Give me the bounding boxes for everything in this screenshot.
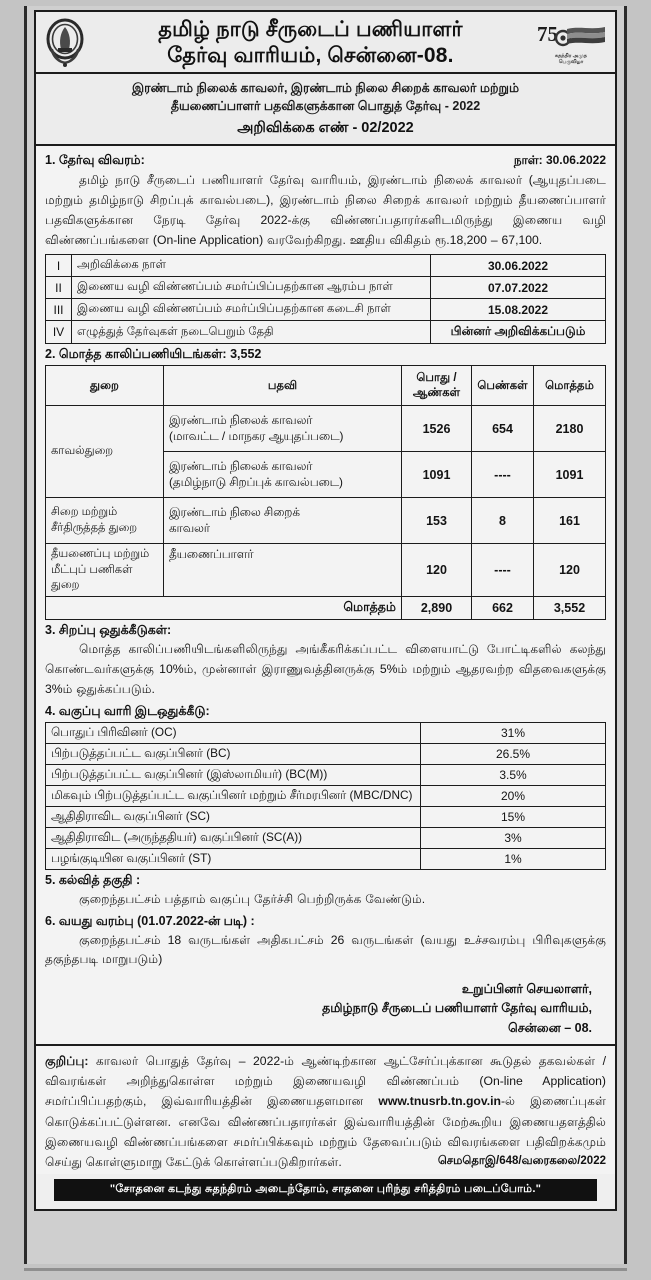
table-row	[46, 299, 606, 321]
table-row	[46, 764, 606, 785]
cell-post-line-2: (மாவட்ட / மாநகர ஆயுதப்படை)	[169, 428, 344, 443]
cell-department: காவல்துறை	[46, 406, 164, 498]
column-header-total: மொத்தம்	[534, 366, 606, 406]
date-row-sno: III	[46, 299, 72, 321]
azadi-caption	[555, 54, 587, 66]
total-women: 662	[472, 597, 534, 620]
section-3-paragraph: மொத்த காலிப்பணியிடங்களிலிருந்து அங்கீகரிக்கப்பட்ட விளையாட்டு போட்டிகளில் கலந்து கொண்டவர்களுக்கு 10%ம், முன்னாள் இராணுவத்தினருக்கு 5%ம் மற்றும் ஆதரவற்ற விதவைகளுக்கு 3%ம் ஒதுக்கப்படும்.	[45, 642, 606, 696]
signature-city: சென்னை – 08.	[508, 1020, 592, 1035]
date-row-value: பின்னர் அறிவிக்கப்படும்	[431, 321, 606, 344]
vacancy-total-row	[46, 597, 606, 620]
table-row	[46, 544, 606, 597]
signature-designation: உறுப்பினர் செயலாளர்,	[461, 982, 592, 997]
cell-post-line-1: இரண்டாம் நிலைக் காவலர்	[169, 458, 313, 473]
community-reservation-table	[45, 722, 606, 870]
cell-department	[46, 498, 164, 544]
table-row	[46, 498, 606, 544]
azadi-caption-line-1: சுதந்திர அமுத	[554, 52, 588, 59]
note-paragraph	[45, 1051, 606, 1172]
community-name: பிற்படுத்தப்பட்ட வகுப்பினர் (இஸ்லாமியர்) (BC(M))	[46, 764, 421, 785]
table-row	[46, 785, 606, 806]
table-row	[46, 406, 606, 452]
cell-department-line-1: தீயணைப்பு மற்றும்	[51, 548, 150, 561]
cell-women: 8	[472, 498, 534, 544]
table-row	[46, 255, 606, 277]
cell-general: 1091	[402, 452, 472, 498]
note-text-before-url: காவலர் பொதுத் தேர்வு – 2022-ம் ஆண்டிற்கான ஆட்சேர்ப்புக்கான கூடுதல் தகவல்கள் / விவரங்கள் அறிந்துகொள்ள மற்றும் இணையவழி விண்ணப்பம் (On-line Application) சமர்ப்பிப்பதற்கும், இவ்வாரியத்தின் இணையதளமான	[45, 1054, 606, 1109]
cell-women: ----	[472, 544, 534, 597]
cell-department-line-2: மீட்புப் பணிகள்	[51, 563, 133, 576]
bottom-rule	[24, 1268, 627, 1271]
column-header-general-line-1: பொது /	[416, 371, 457, 385]
cell-post-line-1: இரண்டாம் நிலைக் காவலர்	[169, 412, 313, 427]
website-url[interactable]: www.tnusrb.tn.gov.in	[378, 1094, 501, 1109]
total-general: 2,890	[402, 597, 472, 620]
column-header-general	[402, 366, 472, 406]
community-name: பிற்படுத்தப்பட்ட வகுப்பினர் (BC)	[46, 743, 421, 764]
note-label: குறிப்பு:	[45, 1054, 89, 1069]
community-name: மிகவும் பிற்படுத்தப்பட்ட வகுப்பினர் மற்றும் சீர்மரபினர் (MBC/DNC)	[46, 785, 421, 806]
community-percentage: 20%	[421, 785, 606, 806]
cell-total: 120	[534, 544, 606, 597]
subtitle-line-1: இரண்டாம் நிலைக் காவலர், இரண்டாம் நிலை சிறைக் காவலர் மற்றும்	[132, 81, 519, 95]
date-row-sno: IV	[46, 321, 72, 344]
cell-total: 1091	[534, 452, 606, 498]
slogan-banner: "சோதனை கடந்து சுதந்திரம் அடைந்தோம், சாதனை புரிந்து சரித்திரம் படைப்போம்."	[54, 1179, 597, 1201]
table-row	[46, 848, 606, 869]
notification-date: நாள்: 30.06.2022	[513, 153, 606, 168]
date-row-label: இணைய வழி விண்ணப்பம் சமர்ப்பிப்பதற்கான கடைசி நாள்	[72, 299, 431, 321]
section-3-heading: 3. சிறப்பு ஒதுக்கீடுகள்:	[45, 623, 172, 638]
community-name: பொதுப் பிரிவினர் (OC)	[46, 722, 421, 743]
cell-post	[164, 452, 402, 498]
table-row	[46, 277, 606, 299]
community-name: பழங்குடியின வகுப்பினர் (ST)	[46, 848, 421, 869]
community-percentage: 26.5%	[421, 743, 606, 764]
svg-text:75: 75	[537, 21, 558, 46]
note-text-after-url: -ல் இணைப்புகள் கொடுக்கப்பட்டுள்ளன. எனவே விண்ணப்பதாரர்கள் இவ்வாரியத்தின் மேற்கூறிய இணையதளத்தில் இணையவழி விண்ணப்பங்களை சமர்ப்பிக்கவும் மற்றும் தேவைப்படும் விவரங்களை பதிவிறக்கமும் செய்து கொள்ளுமாறு கேட்டுக் கொள்ளப்படுகிறார்கள்.	[45, 1094, 606, 1169]
table-row	[46, 321, 606, 344]
section-5-heading: 5. கல்வித் தகுதி :	[45, 872, 141, 887]
title-line-2: தேர்வு வாரியம், சென்னை-08.	[167, 44, 454, 67]
section-1-paragraph: தமிழ் நாடு சீருடைப் பணியாளர் தேர்வு வாரியம், இரண்டாம் நிலைக் காவலர் (ஆயுதப்படை மற்றும் தமிழ்நாடு சிறப்புக் காவல்படை), இரண்டாம் நிலை சிறைக் காவலர் மற்றும் தீயணைப்பாளர் பதவிகளுக்கான நேரடி தேர்வு 2022-க்கு விண்ணப்பதாரர்களிடமிருந்து இணைய வழி விண்ணப்பங்களை (On-line Application) வரவேற்கிறது. ஊதிய விகிதம் ரூ.18,200 – 67,100.	[45, 173, 606, 247]
column-header-general-line-2: ஆண்கள்	[412, 385, 461, 399]
cell-department	[46, 544, 164, 597]
azadi-ka-amrit-mahotsav-logo	[533, 21, 609, 66]
important-dates-table	[45, 254, 606, 344]
cell-department-line-1: சிறை மற்றும்	[51, 506, 118, 519]
signature-organization: தமிழ்நாடு சீருடைப் பணியாளர் தேர்வு வாரியம்,	[322, 1001, 592, 1016]
community-percentage: 15%	[421, 806, 606, 827]
note-divider	[36, 1044, 615, 1046]
signature-block	[45, 974, 606, 1042]
community-percentage: 1%	[421, 848, 606, 869]
column-header-women: பெண்கள்	[472, 366, 534, 406]
cell-women: ----	[472, 452, 534, 498]
notification-document	[34, 10, 617, 1211]
section-6-paragraph: குறைந்தபட்சம் 18 வருடங்கள் அதிகபட்சம் 26 வருடங்கள் (வயது உச்சவரம்பு பிரிவுகளுக்கு தகுந்தபடி மாறுபடும்)	[45, 932, 606, 967]
date-row-value: 07.07.2022	[431, 277, 606, 299]
slogan-wrapper	[36, 1174, 615, 1209]
community-name: ஆதிதிராவிட வகுப்பினர் (SC)	[46, 806, 421, 827]
community-name: ஆதிதிராவிட (அருந்ததியர்) வகுப்பினர் (SC(A))	[46, 827, 421, 848]
table-row	[46, 743, 606, 764]
cell-total: 161	[534, 498, 606, 544]
column-header-post: பதவி	[164, 366, 402, 406]
table-row	[46, 806, 606, 827]
date-row-label: இணைய வழி விண்ணப்பம் சமர்ப்பிப்பதற்கான ஆரம்ப நாள்	[72, 277, 431, 299]
tamil-nadu-emblem-icon	[42, 17, 88, 69]
total-overall: 3,552	[534, 597, 606, 620]
document-body	[36, 146, 615, 1174]
table-row	[46, 722, 606, 743]
date-row-value: 30.06.2022	[431, 255, 606, 277]
note-reference-number: செமதொஇ/648/வரைகலை/2022	[437, 1154, 606, 1167]
date-row-sno: II	[46, 277, 72, 299]
cell-total: 2180	[534, 406, 606, 452]
date-row-label: எழுத்துத் தேர்வுகள் நடைபெறும் தேதி	[72, 321, 431, 344]
community-percentage: 31%	[421, 722, 606, 743]
cell-department-line-3: துறை	[51, 579, 80, 592]
cell-post-line-1: இரண்டாம் நிலை சிறைக்	[169, 504, 300, 519]
cell-general: 120	[402, 544, 472, 597]
notification-number: அறிவிக்கை எண் - 02/2022	[237, 120, 414, 137]
subtitle-line-2: தீயணைப்பாளர் பதவிகளுக்கான பொதுத் தேர்வு - 2022	[170, 99, 481, 114]
community-percentage: 3%	[421, 827, 606, 848]
table-row	[46, 827, 606, 848]
vacancy-table	[45, 365, 606, 620]
cell-post-line-2: காவலர்	[169, 520, 210, 535]
total-row-label: மொத்தம்	[46, 597, 402, 620]
cell-women: 654	[472, 406, 534, 452]
date-row-value: 15.08.2022	[431, 299, 606, 321]
community-percentage: 3.5%	[421, 764, 606, 785]
section-1-heading: 1. தேர்வு விவரம்:	[45, 153, 145, 168]
cell-post	[164, 498, 402, 544]
exam-subtitle-block	[36, 74, 615, 146]
section-2-heading: 2. மொத்த காலிப்பணியிடங்கள்: 3,552	[45, 347, 262, 362]
date-row-label: அறிவிக்கை நாள்	[72, 255, 431, 277]
cell-post: தீயணைப்பாளர்	[164, 544, 402, 597]
cell-general: 1526	[402, 406, 472, 452]
column-header-department: துறை	[46, 366, 164, 406]
date-row-sno: I	[46, 255, 72, 277]
vacancy-table-header-row	[46, 366, 606, 406]
title-line-1: தமிழ் நாடு சீருடைப் பணியாளர்	[158, 18, 463, 42]
cell-department-line-2: சீர்திருத்தத் துறை	[51, 521, 137, 534]
document-header	[36, 12, 615, 74]
organization-title	[88, 17, 533, 68]
section-6-heading: 6. வயது வரம்பு (01.07.2022-ன் படி) :	[45, 913, 255, 928]
cell-post-line-2: (தமிழ்நாடு சிறப்புக் காவல்படை)	[169, 474, 343, 489]
cell-general: 153	[402, 498, 472, 544]
azadi-caption-line-2: பெருவிழா	[558, 58, 584, 65]
section-1-header-row	[45, 150, 606, 170]
section-4-heading: 4. வகுப்பு வாரி இடஒதுக்கீடு:	[45, 703, 210, 718]
section-5-paragraph: குறைந்தபட்சம் பத்தாம் வகுப்பு தேர்ச்சி பெற்றிருக்க வேண்டும்.	[79, 891, 426, 906]
cell-post	[164, 406, 402, 452]
